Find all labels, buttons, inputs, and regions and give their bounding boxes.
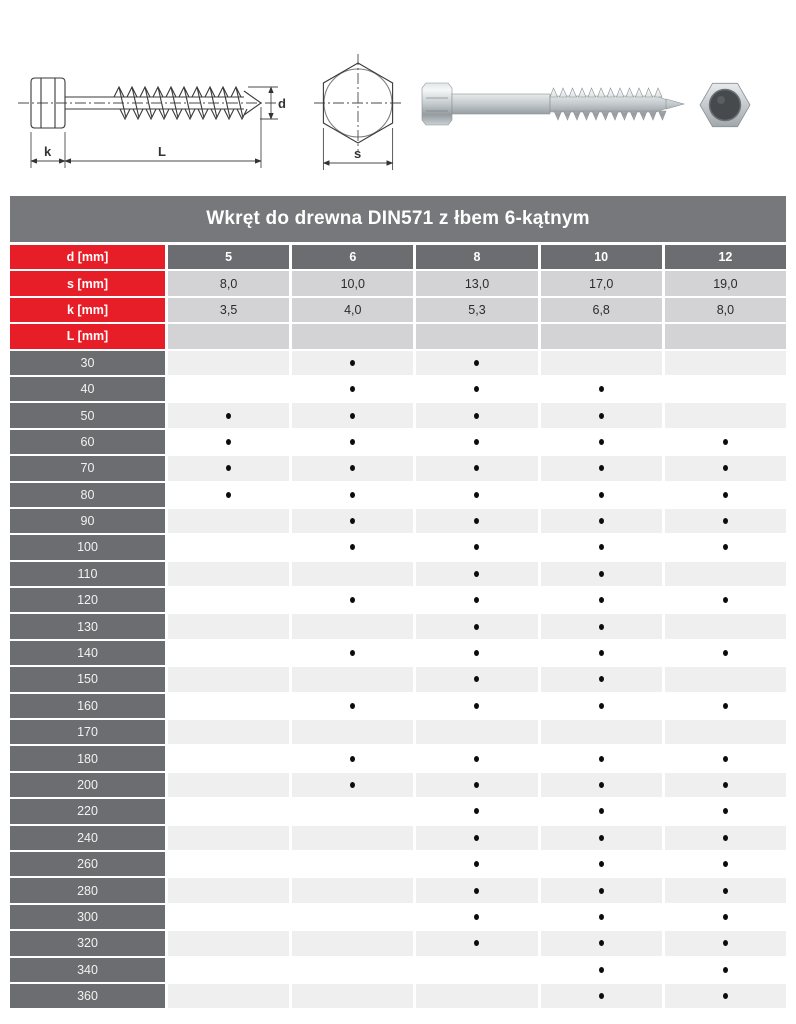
availability-dot [723,993,728,999]
availability-dot [599,703,604,709]
length-row-label: 160 [10,694,165,718]
availability-cell [541,588,662,612]
availability-cell [292,773,413,797]
availability-dot [350,703,355,709]
availability-dot [474,703,479,709]
availability-cell [665,694,786,718]
availability-dot [599,597,604,603]
availability-dot [474,914,479,920]
length-row-label: 220 [10,799,165,823]
availability-cell [665,799,786,823]
availability-cell [416,509,537,533]
availability-cell [541,958,662,982]
param-value-cell [292,324,413,348]
availability-cell [665,562,786,586]
availability-dot [350,782,355,788]
availability-cell [168,667,289,691]
availability-cell [665,377,786,401]
length-row-label: 50 [10,403,165,427]
availability-cell [292,852,413,876]
availability-cell [168,931,289,955]
figures [0,0,796,193]
availability-cell [168,588,289,612]
availability-cell [665,826,786,850]
availability-cell [168,614,289,638]
availability-cell [416,720,537,744]
availability-cell [168,483,289,507]
availability-cell [168,773,289,797]
availability-cell [416,852,537,876]
length-row-label: 110 [10,562,165,586]
availability-cell [416,562,537,586]
availability-cell [292,694,413,718]
availability-cell [541,641,662,665]
param-value-cell: 5,3 [416,298,537,322]
availability-cell [292,614,413,638]
availability-dot [723,756,728,762]
availability-dot [599,465,604,471]
param-value-cell: 10,0 [292,271,413,295]
availability-cell [541,562,662,586]
availability-dot [474,386,479,392]
availability-dot [599,782,604,788]
availability-dot [723,492,728,498]
availability-cell [168,456,289,480]
spec-grid [10,245,786,1008]
availability-cell [168,878,289,902]
availability-cell [168,535,289,559]
availability-dot [474,597,479,603]
availability-dot [723,703,728,709]
availability-cell [168,694,289,718]
availability-dot [599,650,604,656]
length-row-label: 360 [10,984,165,1008]
availability-dot [599,861,604,867]
availability-dot [350,439,355,445]
availability-cell [168,852,289,876]
availability-dot [474,544,479,550]
availability-dot [350,756,355,762]
availability-cell [665,351,786,375]
screw-technical-drawing [8,8,293,186]
availability-cell [416,667,537,691]
availability-cell [416,403,537,427]
availability-cell [416,351,537,375]
availability-cell [665,746,786,770]
availability-cell [168,905,289,929]
availability-cell [168,562,289,586]
param-value-cell: 8,0 [168,271,289,295]
column-header-cell: 6 [292,245,413,269]
availability-dot [599,940,604,946]
availability-cell [416,905,537,929]
availability-cell [665,905,786,929]
availability-cell [416,377,537,401]
availability-dot [474,439,479,445]
availability-cell [416,746,537,770]
availability-dot [474,413,479,419]
table-title: Wkręt do drewna DIN571 z łbem 6-kątnym [10,196,786,242]
param-row-label: L [mm] [10,324,165,348]
length-row-label: 150 [10,667,165,691]
availability-cell [416,826,537,850]
availability-dot [599,413,604,419]
availability-cell [292,430,413,454]
photo-tip [666,99,684,109]
availability-dot [350,518,355,524]
availability-dot [474,782,479,788]
param-value-cell: 13,0 [416,271,537,295]
availability-cell [541,614,662,638]
param-row-label: k [mm] [10,298,165,322]
availability-dot [599,676,604,682]
availability-dot [350,360,355,366]
availability-dot [723,888,728,894]
spec-table [10,196,786,1008]
availability-cell [416,641,537,665]
column-header-cell: 12 [665,245,786,269]
availability-dot [226,492,231,498]
availability-cell [168,984,289,1008]
param-value-cell [541,324,662,348]
length-row-label: 260 [10,852,165,876]
availability-dot [599,439,604,445]
length-row-label: 130 [10,614,165,638]
availability-dot [474,360,479,366]
length-row-label: 180 [10,746,165,770]
availability-cell [168,351,289,375]
availability-dot [599,544,604,550]
length-row-label: 60 [10,430,165,454]
availability-dot [474,940,479,946]
availability-dot [723,465,728,471]
availability-dot [474,571,479,577]
availability-cell [292,720,413,744]
photo-head-highlight [717,96,725,104]
screw-photo-head [685,8,765,186]
availability-cell [665,958,786,982]
availability-dot [599,967,604,973]
availability-dot [350,650,355,656]
availability-cell [292,403,413,427]
availability-cell [292,588,413,612]
availability-dot [723,861,728,867]
availability-cell [541,351,662,375]
availability-cell [665,483,786,507]
availability-cell [541,931,662,955]
availability-dot [350,597,355,603]
length-row-label: 320 [10,931,165,955]
dim-label-s: s [354,146,362,161]
availability-cell [292,667,413,691]
availability-cell [665,430,786,454]
param-value-cell: 19,0 [665,271,786,295]
availability-dot [474,861,479,867]
availability-dot [599,835,604,841]
length-row-label: 200 [10,773,165,797]
availability-cell [665,641,786,665]
availability-dot [474,518,479,524]
availability-cell [168,720,289,744]
availability-cell [665,588,786,612]
availability-dot [350,465,355,471]
column-header-cell: 5 [168,245,289,269]
length-row-label: 80 [10,483,165,507]
availability-cell [416,614,537,638]
availability-cell [665,931,786,955]
availability-cell [541,905,662,929]
param-value-cell: 6,8 [541,298,662,322]
availability-dot [723,967,728,973]
length-row-label: 40 [10,377,165,401]
availability-dot [723,518,728,524]
availability-dot [474,835,479,841]
availability-cell [665,878,786,902]
availability-cell [541,773,662,797]
length-row-label: 90 [10,509,165,533]
availability-cell [292,826,413,850]
availability-dot [474,492,479,498]
availability-cell [416,694,537,718]
availability-cell [541,746,662,770]
availability-cell [665,852,786,876]
availability-cell [292,641,413,665]
availability-cell [541,667,662,691]
availability-cell [541,984,662,1008]
availability-cell [168,958,289,982]
availability-cell [292,483,413,507]
length-row-label: 140 [10,641,165,665]
availability-dot [599,571,604,577]
availability-dot [474,808,479,814]
availability-cell [292,535,413,559]
availability-dot [474,465,479,471]
param-value-cell [665,324,786,348]
availability-cell [541,403,662,427]
availability-cell [292,878,413,902]
param-value-cell: 3,5 [168,298,289,322]
param-row-label: s [mm] [10,271,165,295]
availability-dot [723,835,728,841]
availability-cell [168,377,289,401]
availability-cell [416,958,537,982]
availability-cell [665,403,786,427]
param-row-label: d [mm] [10,245,165,269]
availability-cell [292,456,413,480]
availability-cell [292,377,413,401]
photo-shank [452,94,550,114]
availability-dot [723,808,728,814]
availability-cell [292,984,413,1008]
availability-cell [292,931,413,955]
availability-dot [723,597,728,603]
availability-cell [168,826,289,850]
availability-cell [168,746,289,770]
availability-cell [541,852,662,876]
column-header-cell: 10 [541,245,662,269]
column-header-cell: 8 [416,245,537,269]
availability-dot [599,888,604,894]
availability-dot [226,465,231,471]
length-row-label: 70 [10,456,165,480]
availability-cell [168,430,289,454]
availability-dot [723,782,728,788]
availability-cell [168,403,289,427]
length-row-label: 120 [10,588,165,612]
availability-cell [168,509,289,533]
availability-dot [474,624,479,630]
availability-cell [292,958,413,982]
availability-cell [665,667,786,691]
availability-cell [541,720,662,744]
availability-cell [416,878,537,902]
availability-cell [416,931,537,955]
length-row-label: 300 [10,905,165,929]
availability-dot [350,413,355,419]
availability-cell [416,799,537,823]
availability-cell [665,984,786,1008]
dim-label-L: L [158,144,166,159]
availability-cell [541,799,662,823]
availability-dot [226,439,231,445]
availability-cell [292,509,413,533]
availability-dot [474,756,479,762]
availability-dot [474,650,479,656]
availability-dot [474,888,479,894]
length-row-label: 240 [10,826,165,850]
availability-cell [168,799,289,823]
availability-dot [599,756,604,762]
availability-cell [665,456,786,480]
availability-cell [292,799,413,823]
availability-cell [541,878,662,902]
availability-dot [599,518,604,524]
photo-head-center [710,90,741,121]
availability-dot [723,650,728,656]
availability-cell [665,720,786,744]
availability-cell [541,535,662,559]
availability-dot [723,439,728,445]
param-value-cell: 8,0 [665,298,786,322]
availability-dot [350,386,355,392]
availability-cell [416,984,537,1008]
availability-cell [416,456,537,480]
availability-cell [665,535,786,559]
availability-cell [541,483,662,507]
availability-cell [416,430,537,454]
photo-thread-core [550,96,670,112]
availability-cell [416,535,537,559]
availability-dot [350,544,355,550]
param-value-cell [168,324,289,348]
availability-dot [599,808,604,814]
availability-cell [292,905,413,929]
hex-front-drawing [298,8,420,186]
dim-label-k: k [44,144,52,159]
availability-dot [599,914,604,920]
availability-dot [599,386,604,392]
availability-dot [723,940,728,946]
availability-dot [599,993,604,999]
param-value-cell [416,324,537,348]
availability-cell [541,826,662,850]
availability-dot [599,624,604,630]
availability-cell [665,509,786,533]
availability-cell [541,456,662,480]
photo-hex-head [422,83,452,125]
availability-cell [168,641,289,665]
param-value-cell: 4,0 [292,298,413,322]
availability-cell [665,773,786,797]
availability-dot [226,413,231,419]
availability-dot [723,914,728,920]
availability-cell [292,351,413,375]
availability-cell [541,377,662,401]
availability-cell [292,746,413,770]
length-row-label: 30 [10,351,165,375]
screw-photo-side [412,8,712,186]
availability-cell [541,509,662,533]
param-value-cell: 17,0 [541,271,662,295]
availability-dot [599,492,604,498]
availability-cell [541,694,662,718]
availability-cell [292,562,413,586]
length-row-label: 170 [10,720,165,744]
availability-cell [416,773,537,797]
availability-dot [723,544,728,550]
availability-cell [665,614,786,638]
dim-label-d: d [278,96,286,111]
length-row-label: 280 [10,878,165,902]
availability-cell [541,430,662,454]
availability-dot [474,676,479,682]
length-row-label: 100 [10,535,165,559]
availability-cell [416,588,537,612]
length-row-label: 340 [10,958,165,982]
availability-cell [416,483,537,507]
availability-dot [350,492,355,498]
